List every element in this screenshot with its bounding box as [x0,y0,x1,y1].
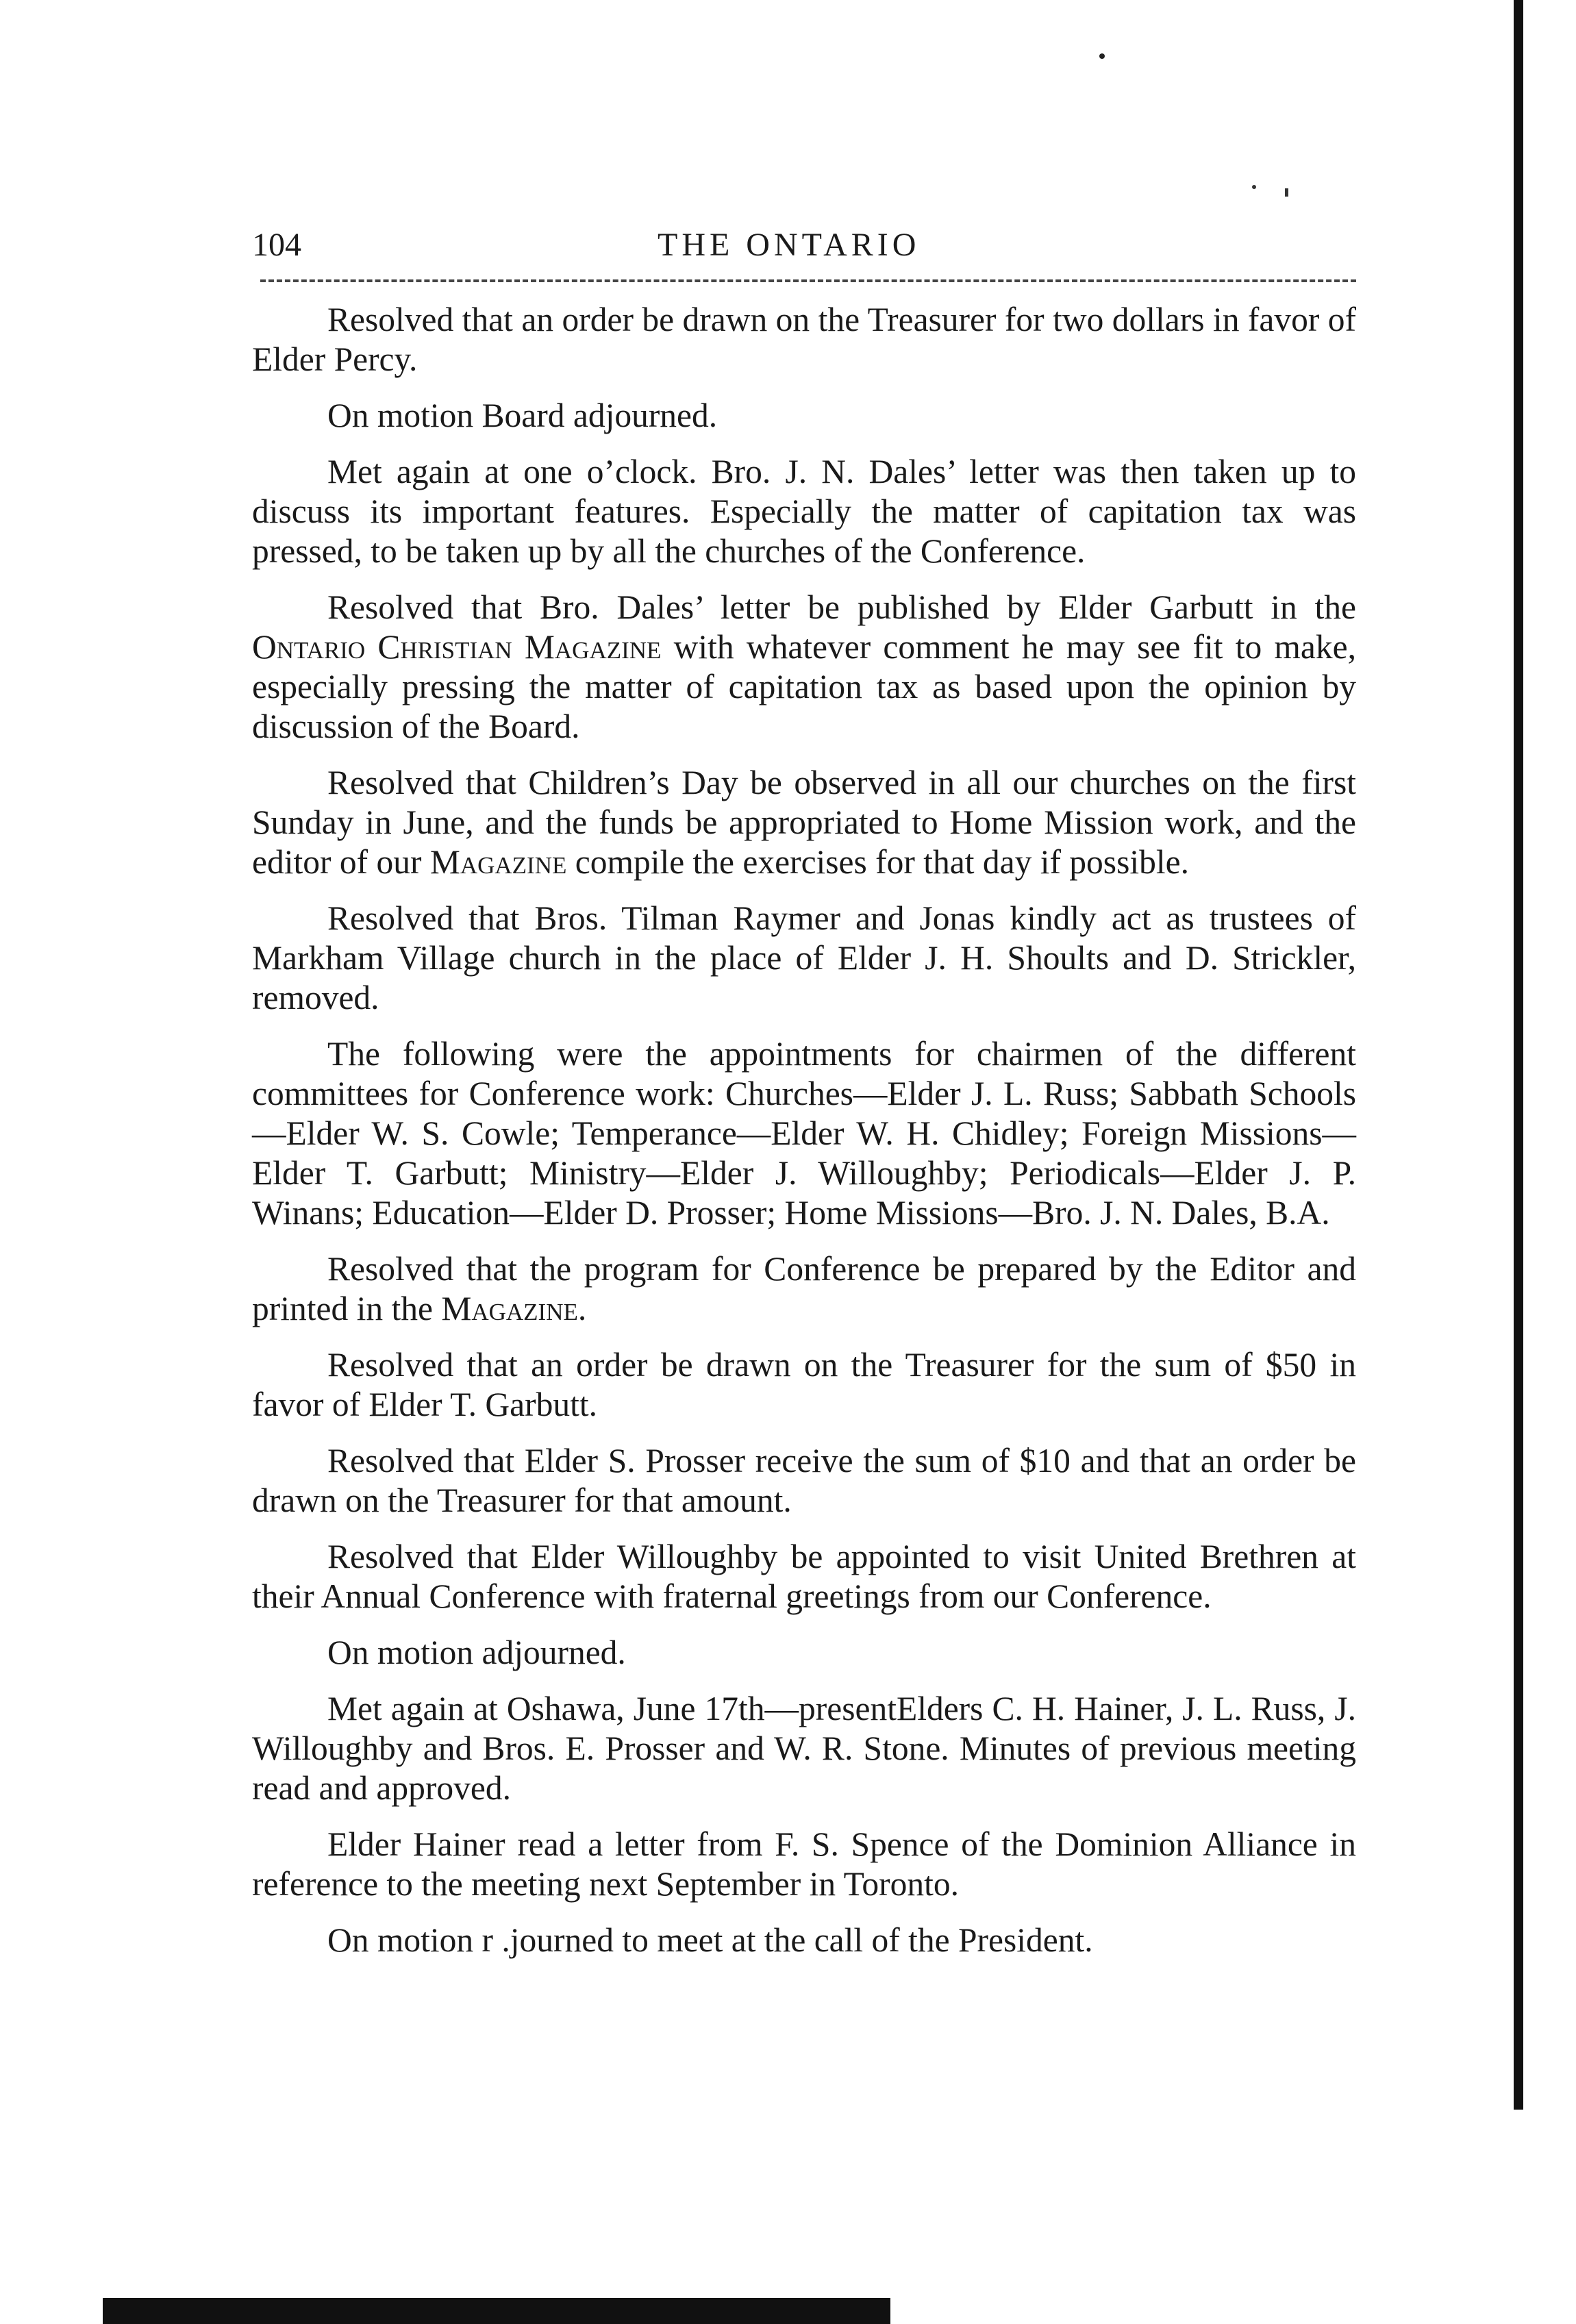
paragraph-text: Resolved that Children’s Day be observed in all our churches on the first Sunday in June, and the funds be appropriated to Home Mission work, and the editor of our [252,764,1356,881]
paragraph: On motion adjourned. [327,1634,626,1671]
paragraph-text: Resolved that Bro. Dales’ letter be published by Elder Garbutt in the [327,588,1356,626]
body-text [252,300,1356,1977]
page-number: 104 [252,227,301,263]
paragraph [252,588,1356,747]
paragraph-text: compile the exercises for that day if possible. [566,843,1189,881]
scan-edge-bar-bottom [103,2298,890,2324]
paragraph: On motion r .journed to meet at the call of the President. [327,1921,1093,1959]
paragraph-text: with whatever comment he may see fit to make, especially pressing the matter of capitation tax as based upon the opinion by discussion of the Board. [252,628,1356,745]
header-rule [260,279,1356,282]
running-head: THE ONTARIO [658,227,921,263]
paragraph: Met again at Oshawa, June 17th—presentElders C. H. Hainer, J. L. Russ, J. Willoughby and Bros. E. Prosser and W. R. Stone. Minutes of previous meeting read and approved. [252,1690,1356,1807]
paragraph: Resolved that an order be drawn on the Treasurer for two dollars in favor of Elder Percy. [252,301,1356,378]
paragraph [252,1249,1356,1329]
paragraph: Resolved that Elder S. Prosser receive the sum of $10 and that an order be drawn on the Treasurer for that amount. [252,1442,1356,1519]
paragraph [252,763,1356,882]
magazine-title: Magazine [429,843,567,881]
paragraph: Resolved that Elder Willoughby be appointed to visit United Brethren at their Annual Conference with fraternal greetings from our Conference. [252,1538,1356,1615]
scan-speck [1252,185,1256,189]
paragraph: Elder Hainer read a letter from F. S. Spence of the Dominion Alliance in reference to the meeting next September in Toronto. [252,1825,1356,1903]
paragraph-text: . [577,1290,587,1327]
paragraph: On motion Board adjourned. [327,397,718,434]
paragraph: Resolved that Bros. Tilman Raymer and Jonas kindly act as trustees of Markham Village church in the place of Elder J. H. Shoults and D. Strickler, removed. [252,899,1356,1016]
scan-speck [1285,188,1288,197]
paragraph: Met again at one o’clock. Bro. J. N. Dales’ letter was then taken up to discuss its important features. Especially the matter of capitation tax was pressed, to be taken up by all the churches of the Conference. [252,453,1356,570]
scan-edge-bar-right [1514,0,1523,2110]
magazine-title: Magazine [441,1290,578,1327]
scan-speck [1099,53,1105,59]
magazine-title: Ontario Christian Magazine [252,628,662,666]
paragraph: Resolved that an order be drawn on the Treasurer for the sum of $50 in favor of Elder T. Garbutt. [252,1346,1356,1423]
paragraph-text: Resolved that the program for Conference be prepared by the Editor and printed in the [252,1250,1356,1327]
paragraph: The following were the appointments for chairmen of the different committees for Conference work: Churches—Elder J. L. Russ; Sabbath Schools—Elder W. S. Cowle; Temperance—Elder W. H. Chidley; Foreign Missions—Elder T. Garbutt; Ministry—Elder J. Willoughby; Periodicals—Elder J. P. Winans; Education—Elder D. Prosser; Home Missions—Bro. J. N. Dales, B.A. [252,1035,1356,1232]
